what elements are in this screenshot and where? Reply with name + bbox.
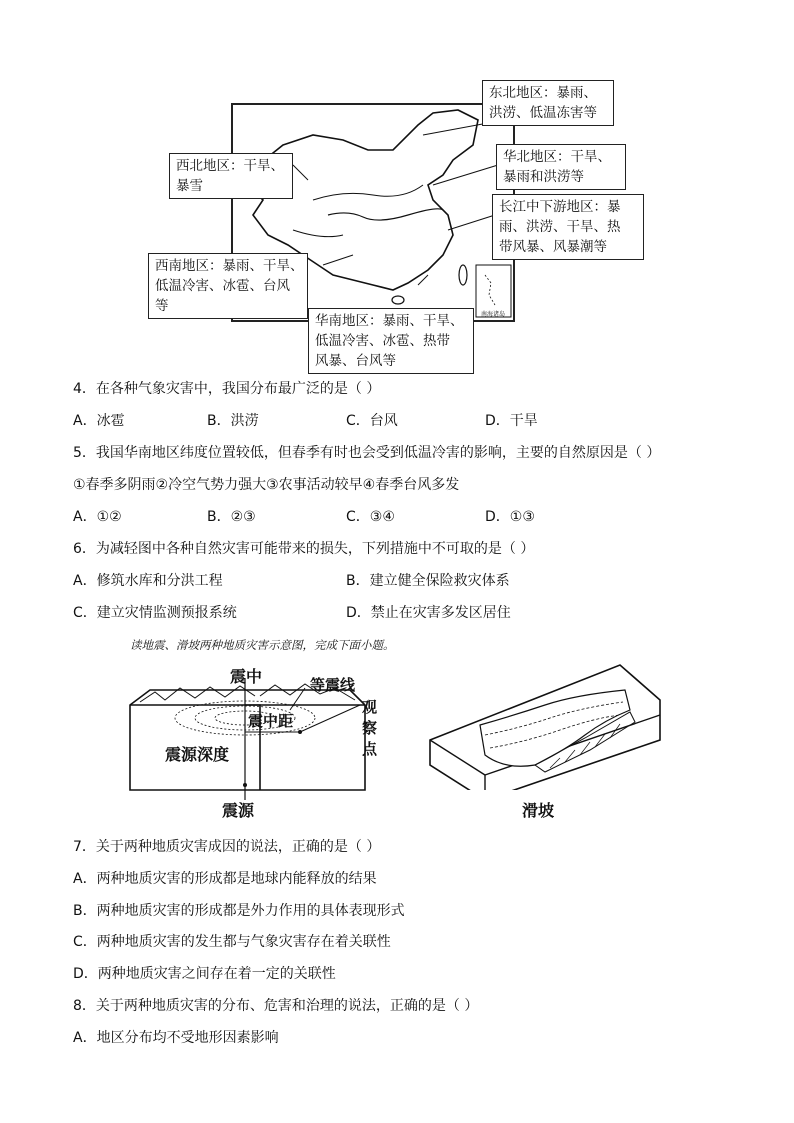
question-5-option-a[interactable]: A．①② [73,509,122,525]
callout-northeast [482,80,614,126]
callout-line: 华北地区：干旱、 [503,149,611,165]
callout-northwest [169,153,293,199]
callout-line: 东北地区：暴雨、 [489,85,597,101]
label-landslide: 滑坡 [522,801,555,820]
question-4-option-d[interactable]: D．干旱 [485,413,538,429]
question-7-option-c[interactable]: C．两种地质灾害的发生都与气象灾害存在着关联性 [73,934,391,950]
label-observation-point: 观察点 [362,698,378,758]
question-4-stem: 4．在各种气象灾害中，我国分布最广泛的是（ ） [73,381,381,397]
label-epicenter: 震中 [230,667,263,686]
question-7-option-a[interactable]: A．两种地质灾害的形成都是地球内能释放的结果 [73,871,377,887]
callout-line: 洪涝、低温冻害等 [489,105,597,121]
question-6-option-d[interactable]: D．禁止在灾害多发区居住 [346,605,511,621]
callout-line: 暴雨和洪涝等 [503,169,584,185]
callout-line: 带风暴、风暴潮等 [499,239,607,255]
label-isoseismal: 等震线 [310,676,356,694]
label-focus: 震源 [222,801,255,820]
question-6-option-c[interactable]: C．建立灾情监测预报系统 [73,605,237,621]
question-5-option-b[interactable]: B．②③ [207,509,256,525]
question-4-option-b[interactable]: B．洪涝 [207,413,259,429]
inset-label: 南海诸岛 [481,311,506,318]
callout-line: 风暴、台风等 [315,353,396,369]
question-8-stem: 8．关于两种地质灾害的分布、危害和治理的说法，正确的是（ ） [73,998,479,1014]
callout-line: 低温冷害、冰雹、台风 [155,278,290,294]
callout-line: 雨、洪涝、干旱、热 [499,219,621,235]
question-7-option-b[interactable]: B．两种地质灾害的形成都是外力作用的具体表现形式 [73,903,405,919]
question-8-option-a[interactable]: A．地区分布均不受地形因素影响 [73,1030,279,1046]
question-5-option-c[interactable]: C．③④ [346,509,395,525]
landslide-diagram [425,660,665,790]
question-7-stem: 7．关于两种地质灾害成因的说法，正确的是（ ） [73,839,381,855]
question-6-option-b[interactable]: B．建立健全保险救灾体系 [346,573,510,589]
question-5-statements: ①春季多阴雨②冷空气势力强大③农事活动较早④春季台风多发 [73,477,460,493]
material-intro: 读地震、滑坡两种地质灾害示意图，完成下面小题。 [130,638,395,652]
callout-line: 低温冷害、冰雹、热带 [315,333,450,349]
callout-yangtze [492,194,644,260]
callout-line: 长江中下游地区：暴 [499,199,621,215]
callout-line: 西北地区：干旱、 [176,158,284,174]
question-4-option-c[interactable]: C．台风 [346,413,398,429]
label-epicentral-distance: 震中距 [248,712,294,730]
callout-southwest [148,253,308,319]
callout-line: 等 [155,298,169,314]
question-6-option-a[interactable]: A．修筑水库和分洪工程 [73,573,223,589]
landslide-figure [425,660,665,820]
earthquake-figure [120,660,385,820]
question-4-option-a[interactable]: A．冰雹 [73,413,125,429]
question-7-option-d[interactable]: D．两种地质灾害之间存在着一定的关联性 [73,966,336,982]
callout-south [308,308,474,374]
question-5-option-d[interactable]: D．①③ [485,509,535,525]
label-focal-depth: 震源深度 [165,745,230,764]
callout-north [496,144,626,190]
question-5-stem: 5．我国华南地区纬度位置较低，但春季有时也会受到低温冷害的影响，主要的自然原因是（ ） [73,445,661,461]
callout-line: 华南地区：暴雨、干旱、 [315,313,464,329]
question-6-stem: 6．为减轻图中各种自然灾害可能带来的损失，下列措施中不可取的是（ ） [73,541,535,557]
callout-line: 暴雪 [176,178,203,194]
callout-line: 西南地区：暴雨、干旱、 [155,258,304,274]
